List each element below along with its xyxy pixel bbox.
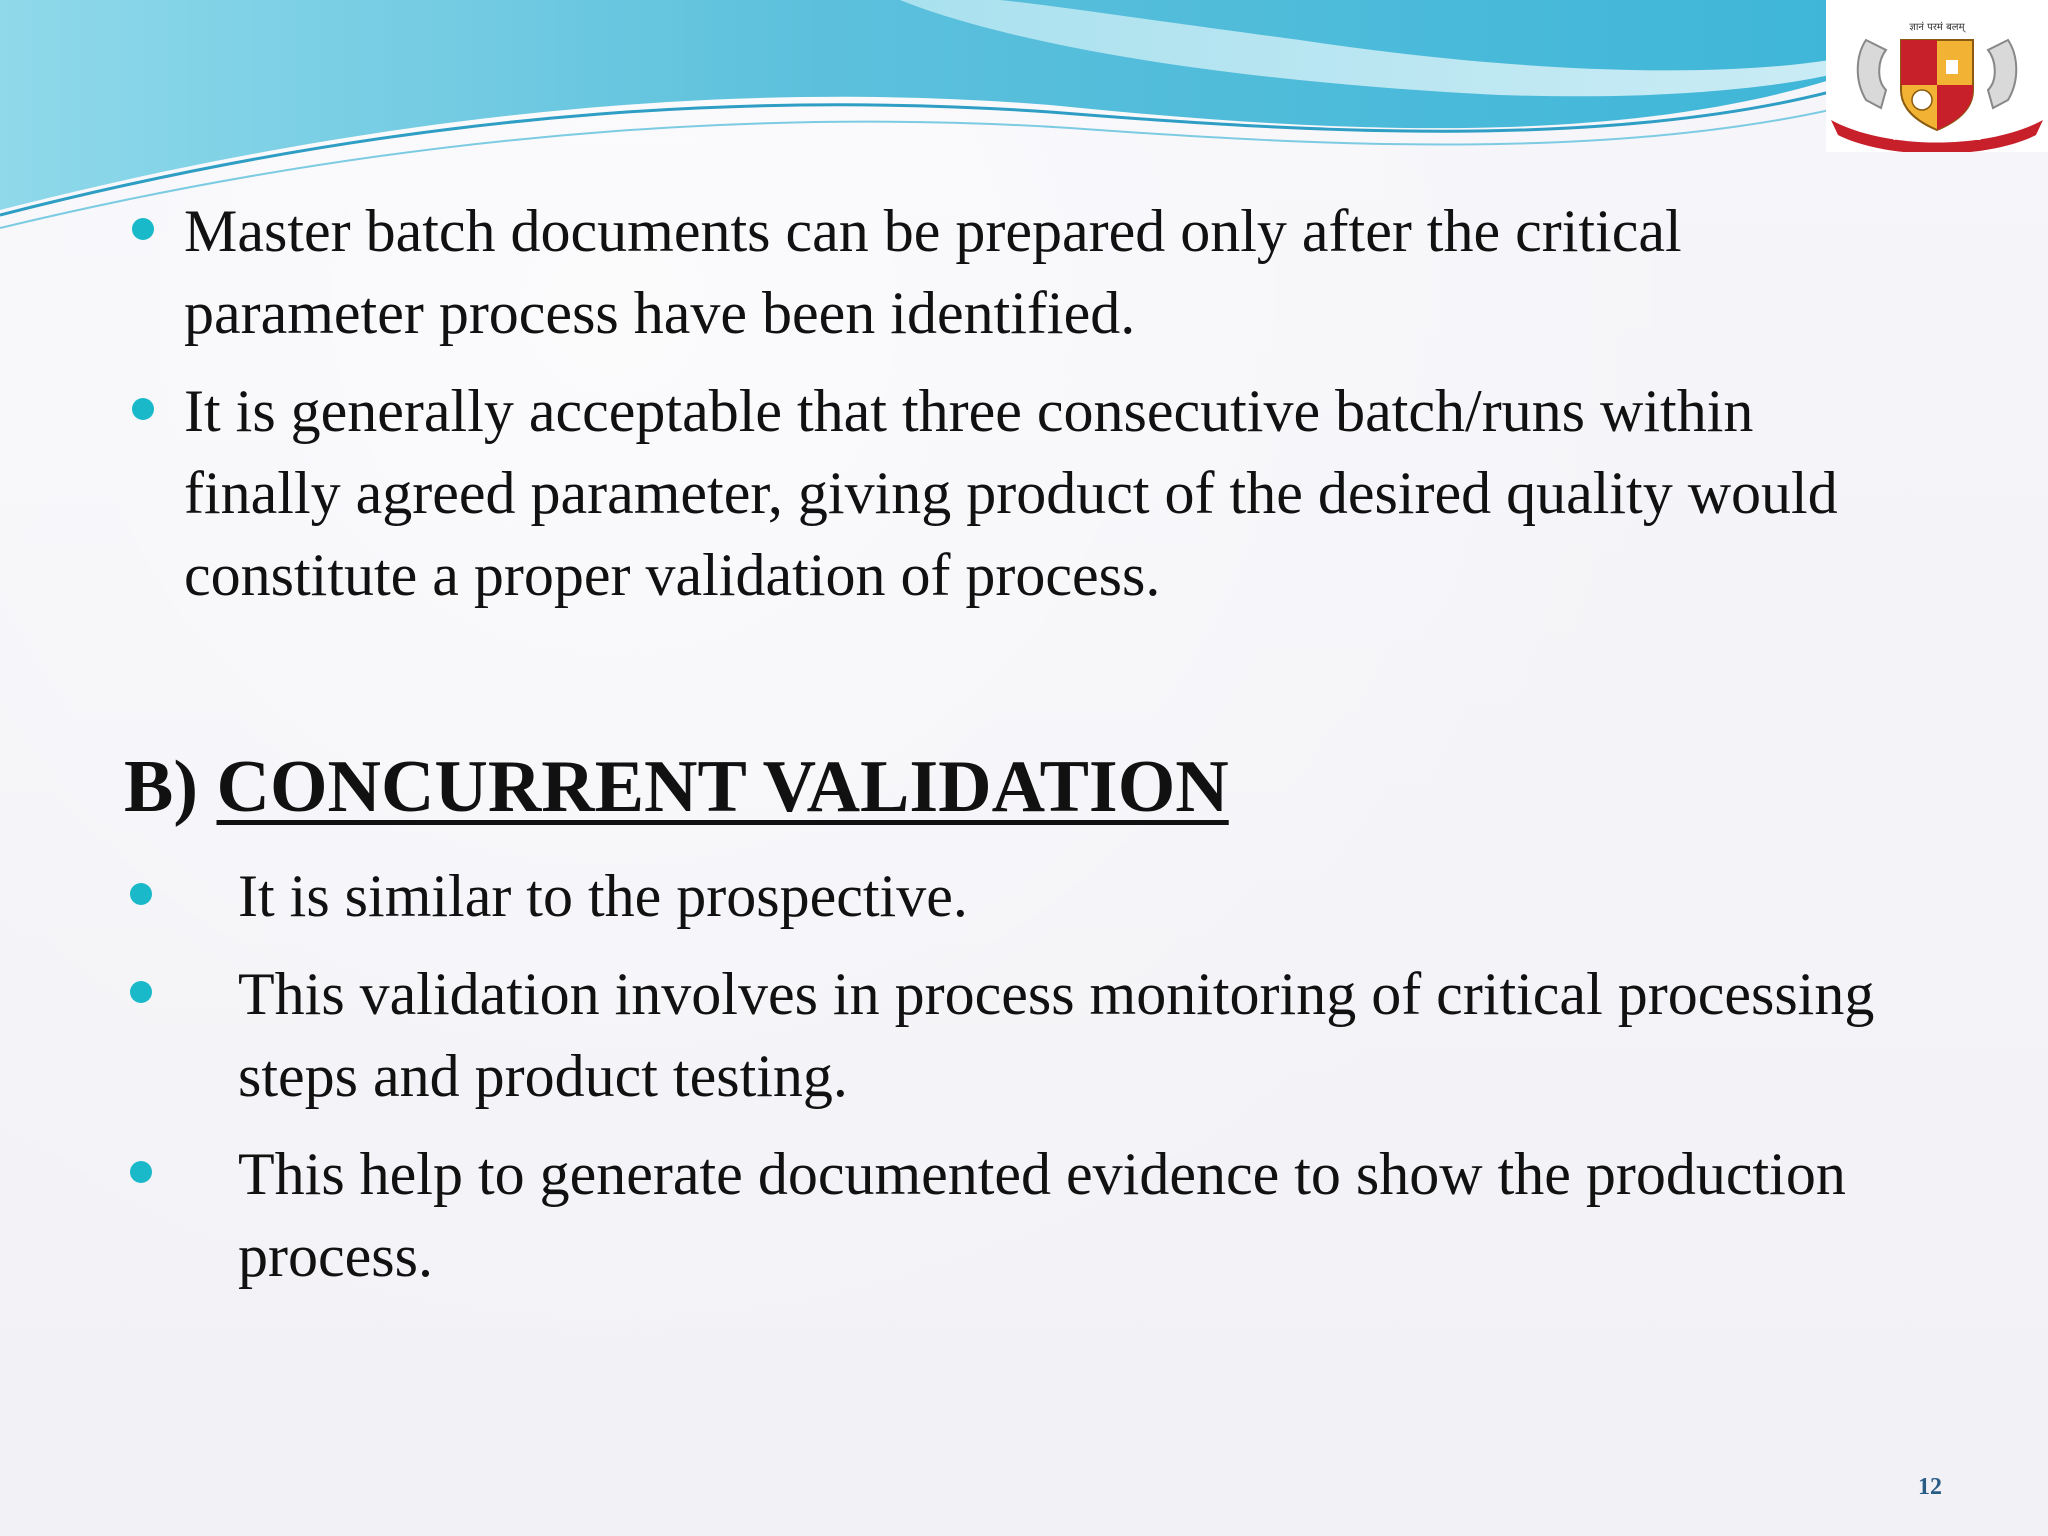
bullet-icon bbox=[130, 883, 152, 905]
section-title: CONCURRENT VALIDATION bbox=[216, 746, 1229, 828]
logo-banner-text: PARUL INSTITUTE bbox=[1892, 133, 1982, 143]
bullet-icon bbox=[130, 981, 152, 1003]
list-item bbox=[238, 953, 1878, 1117]
bullet-text: It is generally acceptable that three consecutive batch/runs within finally agreed parameter, giving product of the desired quality would constitute a proper validation of process. bbox=[184, 378, 1838, 608]
crest-icon bbox=[1826, 0, 2048, 152]
section-heading bbox=[124, 742, 1229, 832]
list-item bbox=[184, 370, 1884, 616]
top-bullet-list bbox=[184, 190, 1884, 632]
section-prefix: B) bbox=[124, 746, 198, 828]
bottom-bullet-list bbox=[238, 855, 1878, 1313]
bullet-text: This validation involves in process monitoring of critical processing steps and product testing. bbox=[238, 961, 1875, 1109]
logo-motto: ज्ञानं परमं बलम् bbox=[1909, 22, 1965, 33]
list-item bbox=[238, 1133, 1878, 1297]
page-number: 12 bbox=[1918, 1474, 1942, 1500]
bullet-icon bbox=[132, 398, 154, 420]
list-item bbox=[184, 190, 1884, 354]
list-item bbox=[238, 855, 1878, 937]
bullet-icon bbox=[130, 1161, 152, 1183]
bullet-text: It is similar to the prospective. bbox=[238, 863, 968, 929]
bullet-icon bbox=[132, 218, 154, 240]
bullet-text: This help to generate documented evidence to show the production process. bbox=[238, 1141, 1846, 1289]
bullet-text: Master batch documents can be prepared only after the critical parameter process have been identified. bbox=[184, 198, 1682, 346]
institute-logo bbox=[1826, 0, 2048, 152]
